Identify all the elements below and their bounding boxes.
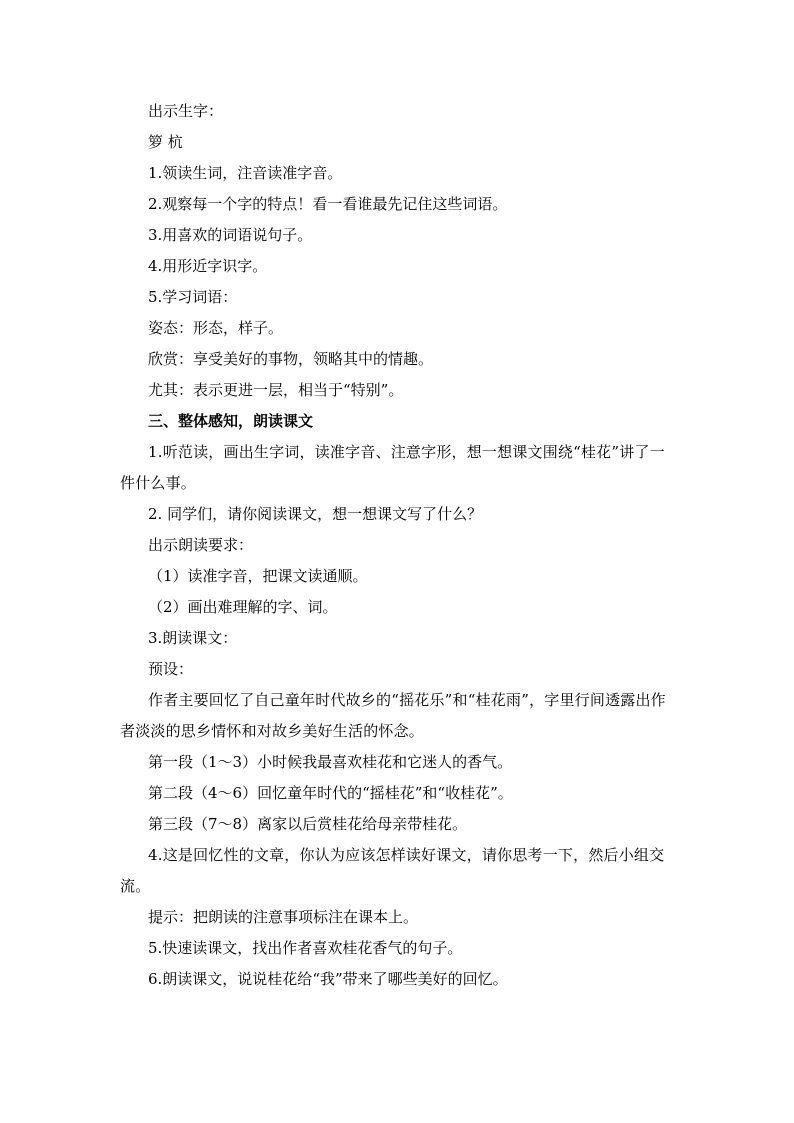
requirement-2: （2）画出难理解的字、词。	[148, 598, 338, 616]
segment-2: 第二段（4～6）回忆童年时代的“摇桂花”和“收桂花”。	[148, 784, 513, 802]
preset-summary: 作者主要回忆了自己童年时代故乡的“摇花乐”和“桂花雨”，字里行间透露出作者淡淡的思乡情怀和对故乡美好生活的怀念。	[120, 691, 666, 740]
step-4: 4.用形近字识字。	[148, 257, 268, 275]
segment-1: 第一段（1～3）小时候我最喜欢桂花和它迷人的香气。	[148, 753, 513, 771]
reading-step-6: 6.朗读课文，说说桂花给“我”带来了哪些美好的回忆。	[148, 970, 508, 988]
step-3: 3.用喜欢的词语说句子。	[148, 226, 313, 244]
hint: 提示：把朗读的注意事项标注在课本上。	[148, 908, 419, 926]
step-5: 5.学习词语：	[148, 288, 238, 306]
step-2: 2.观察每一个字的特点！看一看谁最先记住这些词语。	[148, 195, 508, 213]
reading-step-3: 3.朗读课文：	[148, 629, 238, 647]
vocab-youqi: 尤其：表示更进一层，相当于“特别”。	[148, 381, 404, 399]
vocab-zitai: 姿态：形态，样子。	[148, 319, 284, 337]
segment-3: 第三段（7～8）离家以后赏桂花给母亲带桂花。	[148, 815, 468, 833]
reading-step-5: 5.快速读课文，找出作者喜欢桂花香气的句子。	[148, 939, 463, 957]
document-body	[120, 96, 676, 995]
reading-step-1: 1.听范读，画出生字词，读准字音、注意字形，想一想课文围绕“桂花”讲了一件什么事。	[120, 443, 665, 492]
vocab-xinshang: 欣赏：享受美好的事物，领略其中的情趣。	[148, 350, 434, 368]
step-1: 1.领读生词，注音读准字音。	[148, 164, 343, 182]
reading-requirements-label: 出示朗读要求：	[148, 536, 254, 554]
reading-step-2: 2. 同学们，请你阅读课文，想一想课文写了什么？	[148, 505, 483, 523]
new-characters: 箩 杭	[148, 133, 183, 151]
section-heading-3: 三、整体感知，朗读课文	[148, 412, 314, 430]
show-new-characters-label: 出示生字：	[148, 102, 224, 120]
requirement-1: （1）读准字音，把课文读通顺。	[148, 567, 368, 585]
reading-step-4: 4.这是回忆性的文章，你认为应该怎样读好课文，请你思考一下，然后小组交流。	[120, 846, 665, 895]
preset-label: 预设：	[148, 660, 194, 678]
